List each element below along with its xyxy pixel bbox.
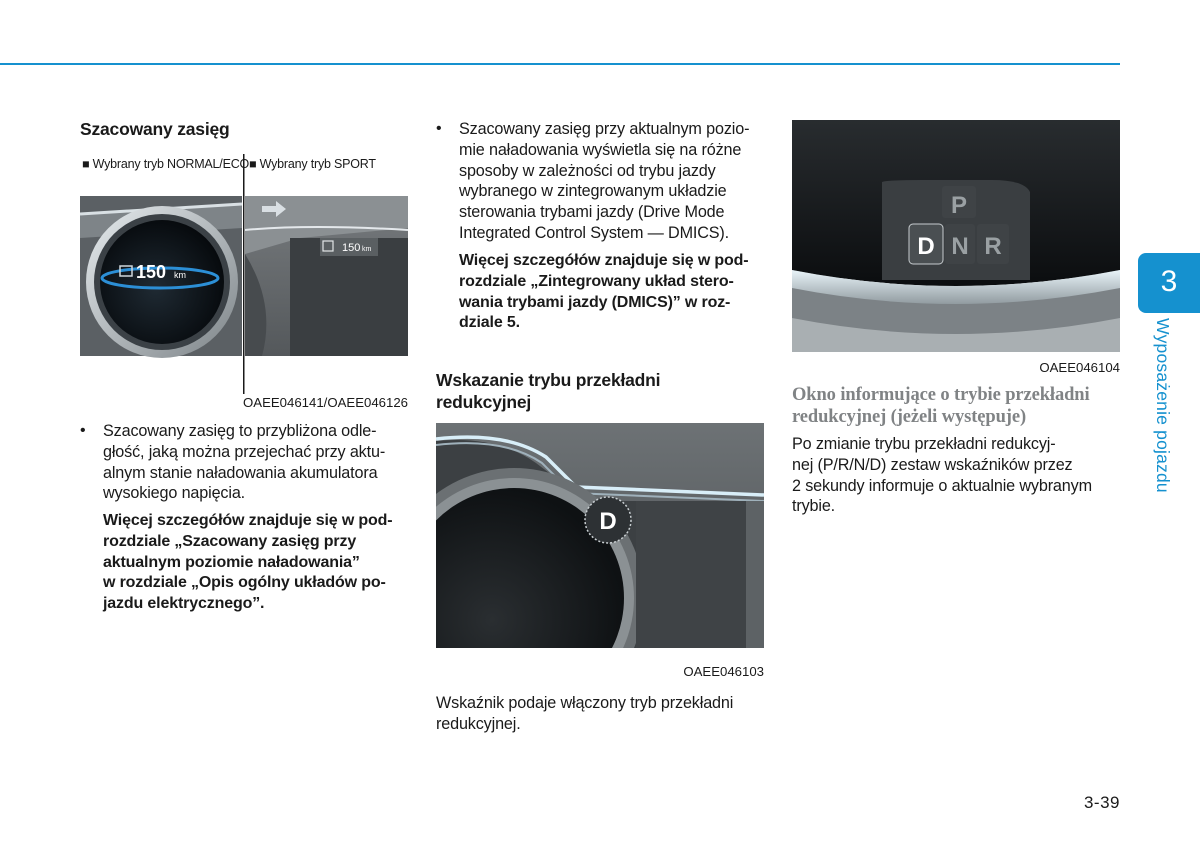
gear-window-illustration (792, 120, 1120, 352)
heading-line: Okno informujące o trybie przekładni (792, 385, 1090, 405)
section-heading-gear-window (792, 384, 1120, 428)
text-line: Szacowany zasięg to przybliżona odle- (103, 422, 377, 440)
gear-p: P (950, 192, 968, 219)
page-number: 3-39 (1083, 793, 1120, 812)
chapter-title-text: Wyposażenie pojazdu (1153, 318, 1173, 493)
note-dmics-reference (459, 251, 764, 334)
heading-line: redukcyjnej (436, 392, 532, 412)
chapter-title (1152, 318, 1176, 503)
text-line: wysokiego napięcia. (103, 484, 246, 503)
text-line: nej (P/R/N/D) zestaw wskaźników przez (792, 455, 1073, 474)
text-line: Szacowany zasięg przy aktualnym pozio- (459, 120, 750, 138)
text-line: redukcyjnej. (436, 714, 521, 733)
range-unit-normal: km (174, 270, 186, 280)
figure-label-normal-eco: ■ Wybrany tryb NORMAL/ECO (82, 157, 250, 171)
text-line: Integrated Control System — DMICS). (459, 223, 730, 242)
range-display-figure (80, 154, 408, 394)
gear-n: N (951, 233, 969, 260)
gear-r: R (984, 233, 1002, 260)
text-line: wania trybami jazdy (DMICS)” w roz- (459, 293, 731, 311)
text-line: wybranego w zintegrowanym układzie (459, 182, 727, 201)
gear-letter-d: D (599, 508, 617, 535)
text-line: alnym stanie naładowania akumulatora (103, 463, 378, 482)
text-line: sposoby w zależności od trybu jazdy (459, 161, 716, 180)
bullet-marker: • (80, 422, 86, 439)
range-unit-sport: km (362, 246, 372, 253)
text-line: Wskaźnik podaje włączony tryb przekładni (436, 694, 734, 712)
figure-label-sport: ■ Wybrany tryb SPORT (249, 157, 376, 171)
text-line: jazdu elektrycznego”. (103, 595, 265, 613)
figure-caption-gear-window: OAEE046104 (1039, 360, 1120, 375)
text-line: Więcej szczegółów znajduje się w pod- (103, 512, 393, 529)
paragraph-range-modes (459, 119, 764, 244)
chapter-number: 3 (1160, 265, 1178, 298)
header-rule (0, 63, 1120, 65)
range-value-normal: 150 (136, 262, 167, 282)
range-display-illustration (80, 154, 408, 394)
text-line: aktualnym poziomie naładowania” (103, 553, 360, 571)
figure-caption-range: OAEE046141/OAEE046126 (243, 395, 408, 410)
text-line: mie naładowania wyświetla się na różne (459, 140, 742, 159)
paragraph-gear-window (792, 434, 1120, 517)
text-line: Więcej szczegółów znajduje się w pod- (459, 252, 749, 269)
gear-window-figure (792, 120, 1120, 352)
text-line: 2 sekundy informuje o aktualnie wybranym (792, 476, 1092, 495)
text-line: sterowania trybami jazdy (Drive Mode (459, 203, 725, 222)
figure-caption-gear-indicator: OAEE046103 (683, 664, 764, 679)
text-line: w rozdziale „Opis ogólny układów po- (103, 574, 386, 592)
paragraph-gear-indicator (436, 693, 764, 735)
text-line: trybie. (792, 497, 836, 516)
text-line: dziale 5. (459, 314, 520, 332)
text-line: rozdziale „Zintegrowany układ stero- (459, 272, 734, 290)
section-heading-gear-indicator (436, 369, 764, 413)
note-range-reference (103, 511, 408, 615)
heading-line: Wskazanie trybu przekładni (436, 370, 661, 390)
gear-indicator-illustration (436, 423, 764, 648)
range-value-sport: 150 (342, 242, 361, 254)
text-line: Po zmianie trybu przekładni redukcyj- (792, 435, 1056, 453)
bullet-marker: • (436, 120, 442, 137)
heading-line: redukcyjnej (jeżeli występuje) (792, 407, 1027, 427)
gear-indicator-figure (436, 423, 764, 648)
section-heading-estimated-range: Szacowany zasięg (80, 119, 230, 139)
gear-d: D (917, 233, 935, 260)
text-line: rozdziale „Szacowany zasięg przy (103, 532, 357, 550)
paragraph-range-description (103, 421, 408, 504)
text-line: głość, jaką można przejechać przy aktu- (103, 442, 386, 461)
